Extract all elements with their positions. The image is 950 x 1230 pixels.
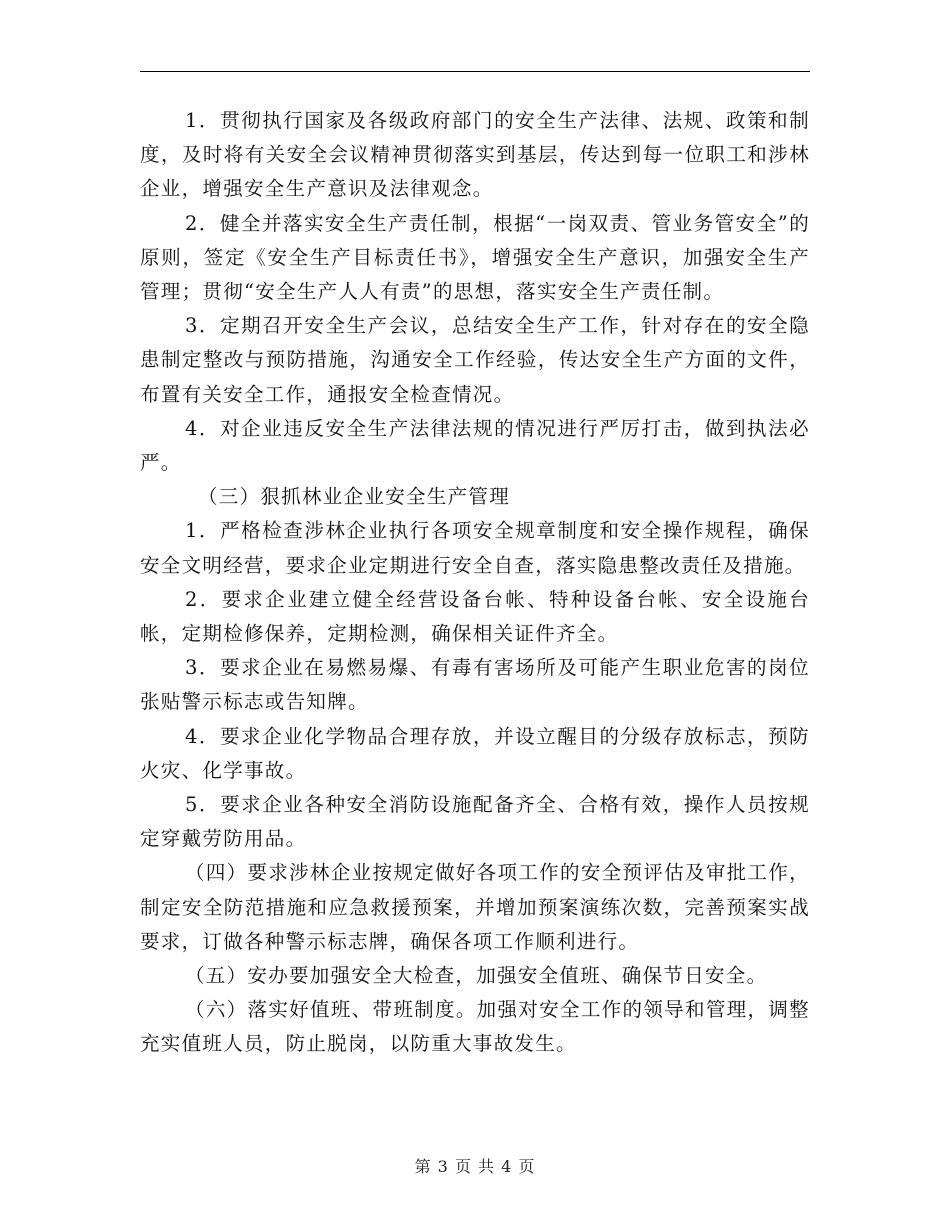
- paragraph-item-1: 1．贯彻执行国家及各级政府部门的安全生产法律、法规、政策和制度，及时将有关安全会议精神贯彻落实到基层，传达到每一位职工和涉林企业，增强安全生产意识及法律观念。: [140, 109, 810, 201]
- paragraph-section-6: （六）落实好值班、带班制度。加强对安全工作的领导和管理，调整充实值班人员，防止脱岗，以防重大事故发生。: [140, 998, 810, 1056]
- section-heading: （三）狠抓林业企业安全生产管理: [198, 485, 511, 509]
- paragraph-item-5: 1．严格检查涉林企业执行各项安全规章制度和安全操作规程，确保安全文明经营，要求企业定期进行安全自查，落实隐患整改责任及措施。: [140, 519, 810, 577]
- paragraph-item-8: 4．要求企业化学物品合理存放，并设立醒目的分级存放标志，预防火灾、化学事故。: [140, 724, 810, 782]
- document-body: [140, 104, 810, 1062]
- paragraph-section-4: （四）要求涉林企业按规定做好各项工作的安全预评估及审批工作，制定安全防范措施和应急救援预案，并增加预案演练次数，完善预案实战要求，订做各种警示标志牌，确保各项工作顺利进行。: [140, 861, 810, 953]
- page-number-footer: 第 3 页 共 4 页: [414, 1157, 536, 1176]
- paragraph-item-9: 5．要求企业各种安全消防设施配备齐全、合格有效，操作人员按规定穿戴劳防用品。: [140, 793, 810, 851]
- paragraph-section-5: （五）安办要加强安全大检查，加强安全值班、确保节日安全。: [185, 964, 768, 988]
- header-rule: [140, 71, 810, 72]
- paragraph-item-7: 3．要求企业在易燃易爆、有毒有害场所及可能产生职业危害的岗位张贴警示标志或告知牌。: [140, 656, 810, 714]
- paragraph-item-3: 3．定期召开安全生产会议，总结安全生产工作，针对存在的安全隐患制定整改与预防措施，沟通安全工作经验，传达安全生产方面的文件，布置有关安全工作，通报安全检查情况。: [140, 314, 810, 406]
- paragraph-item-2: 2．健全并落实安全生产责任制，根据“一岗双责、管业务管安全”的原则，签定《安全生产目标责任书》，增强安全生产意识，加强安全生产管理；贯彻“安全生产人人有责”的思想，落实安全生产责任制。: [140, 211, 810, 304]
- paragraph-item-6: 2．要求企业建立健全经营设备台帐、特种设备台帐、安全设施台帐，定期检修保养，定期检测，确保相关证件齐全。: [140, 587, 810, 646]
- paragraph-item-4: 4．对企业违反安全生产法律法规的情况进行严厉打击，做到执法必严。: [140, 416, 810, 475]
